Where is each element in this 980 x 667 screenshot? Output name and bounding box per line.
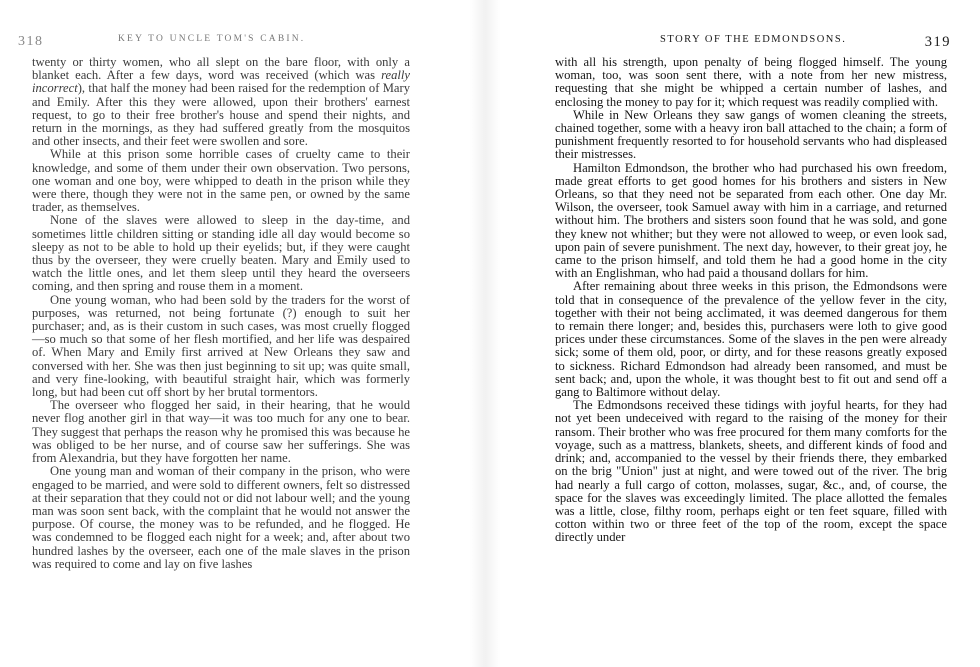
- page-number: 318: [18, 34, 44, 49]
- paragraph: Hamilton Edmondson, the brother who had purchased his own freedom, made great efforts to get good homes for his brothers and sisters in New Orleans, so that they need not be separated from each other. One day Mr. Wilson, the overseer, took Samuel away with him in a carriage, and returned without him. The brothers and sisters soon found that he was sold, and gone they knew not whither; but they were not allowed to weep, or even look sad, upon pain of severe punishment. The next day, however, to their great joy, he came to the prison himself, and told them he had a good home in the city with an Englishman, who had paid a thousand dollars for him.: [555, 160, 947, 281]
- paragraph: While at this prison some horrible cases of cruelty came to their knowledge, and some of them under their own observation. Two persons, one woman and one boy, were whipped to death in the prison while they were there, though they were not in the same pen, or owned by the same trader, as themselves.: [32, 147, 410, 215]
- paragraph: None of the slaves were allowed to sleep in the day-time, and sometimes little children sitting or standing idle all day would become so sleepy as not to be able to hold up their eyelids; but, if they were caught thus by the overseer, they were cruelly beaten. Mary and Emily used to watch the little ones, and let them sleep until they heard the overseers coming, and then spring and rouse them in a moment.: [32, 213, 410, 294]
- paragraph: While in New Orleans they saw gangs of women cleaning the streets, chained together, some with a heavy iron ball attached to the chain; a form of punishment frequently resorted to for household servants who had displeased their mistresses.: [555, 107, 947, 162]
- running-title: KEY TO UNCLE TOM'S CABIN.: [118, 34, 306, 44]
- running-title: STORY OF THE EDMONDSONS.: [660, 34, 847, 45]
- paragraph: with all his strength, upon penalty of being flogged himself. The young woman, too, was soon sent there, with a note from her new mistress, requesting that she might be whipped a certain number of lashes, and enclosing the money to pay for it; which request was readily complied with.: [555, 55, 947, 109]
- right-page: [500, 0, 980, 667]
- paragraph: One young woman, who had been sold by the traders for the worst of purposes, was returned, not being fortunate (?) enough to suit her purchaser; and, as is their custom in such cases, was most cruelly flogged—so much so that some of her flesh mortified, and her life was despaired of. When Mary and Emily first arrived at New Orleans they saw and conversed with her. She was then just beginning to sit up; was quite small, and very fine-looking, with beautiful straight hair, which was formerly long, but had been cut off short by her brutal tormentors.: [32, 292, 410, 400]
- paragraph: After remaining about three weeks in this prison, the Edmondsons were told that in consequence of the prevalence of the yellow fever in the city, together with their not being acclimated, it was deemed dangerous for them to remain there longer; and, besides this, purchasers were loth to give good prices under these circumstances. Some of the slaves in the pen were already sick; some of them old, poor, or dirty, and for these reasons greatly exposed to sickness. Richard Edmondson had already been ransomed, and must be sent back; and, upon the whole, it was thought best to fit out and send off a gang to Baltimore without delay.: [555, 279, 947, 400]
- left-page-body: [32, 55, 410, 571]
- paragraph: The overseer who flogged her said, in their hearing, that he would never flog another girl in that way—it was too much for any one to bear. They suggest that perhaps the reason why he promised this was because he was obliged to be her nurse, and of course saw her sufferings. She was from Alexandria, but they have forgotten her name.: [32, 398, 410, 466]
- right-page-header: [500, 34, 980, 50]
- left-page: [0, 0, 470, 667]
- emphasis: really incorrect: [32, 68, 410, 96]
- right-page-body: [555, 55, 947, 545]
- page-gutter: [470, 0, 500, 667]
- page-number: 319: [924, 34, 951, 50]
- left-page-header: [0, 34, 470, 50]
- paragraph: The Edmondsons received these tidings with joyful hearts, for they had not yet been undeceived with regard to the raising of the money for their ransom. Their brother who was free procured for them many comforts for the voyage, such as a mattress, blankets, sheets, and different kinds of food and drink; and, accompanied to the vessel by their friends there, they embarked on the brig "Union" just at night, and were towed out of the river. The brig had nearly a full cargo of cotton, molasses, sugar, &c., and, of course, the space for the slaves was exceedingly limited. The place allotted the females was a little, close, filthy room, perhaps eight or ten feet square, filled with cotton within two or three feet of the top of the room, except the space directly under: [555, 398, 947, 545]
- paragraph: twenty or thirty women, who all slept on the bare floor, with only a blanket each. After a few days, word was received (which was really incorrect), that half the money had been raised for the redemption of Mary and Emily. After this they were allowed, upon their brothers' earnest request, to go to their free brother's house and spend their nights, and return in the mornings, as they had suffered greatly from the mosquitos and other insects, and their feet were swollen and sore.: [32, 55, 410, 149]
- paragraph: One young man and woman of their company in the prison, who were engaged to be married, and were sold to different owners, felt so distressed at their separation that they could not or did not labour well; and the young man was soon sent back, with the complaint that he would not answer the purpose. Of course, the money was to be refunded, and he flogged. He was condemned to be flogged each night for a week; and, after about two hundred lashes by the overseer, each one of the male slaves in the prison was required to come and lay on five lashes: [32, 464, 410, 571]
